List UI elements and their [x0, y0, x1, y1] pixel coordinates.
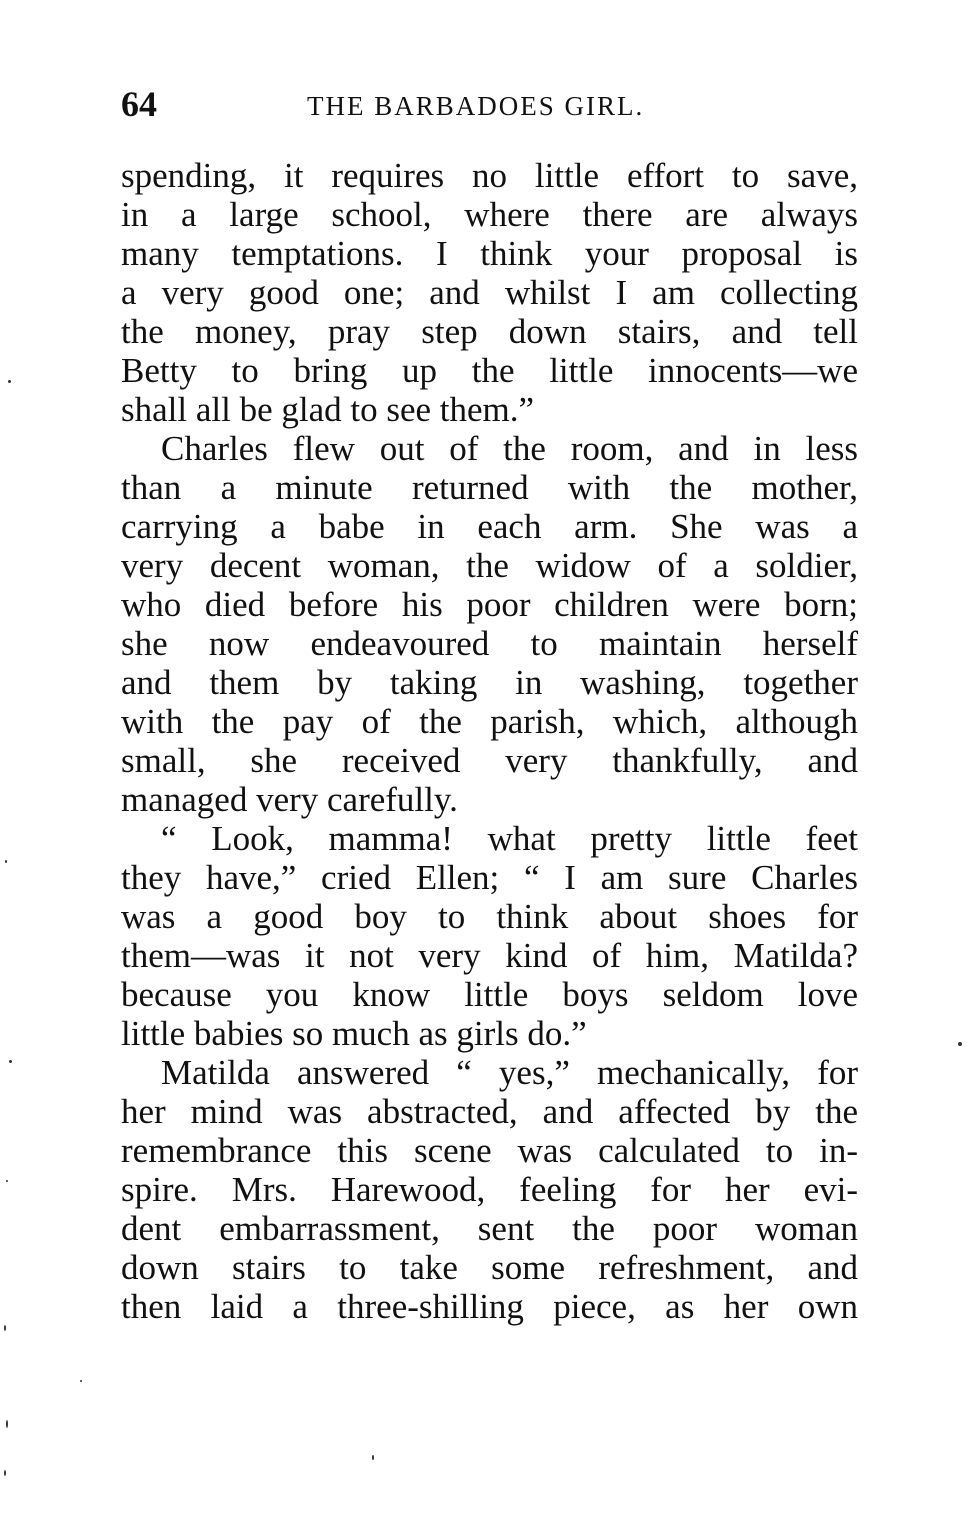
scan-speck: [958, 1042, 962, 1046]
running-title: THE BARBADOES GIRL.: [307, 91, 645, 121]
body-text: [121, 156, 858, 1326]
scan-speck: [9, 1060, 12, 1063]
scan-speck: [80, 1380, 82, 1382]
text-line: small, she received very thankfully, and: [121, 741, 858, 780]
running-head: [121, 82, 861, 132]
text-line: little babies so much as girls do.”: [121, 1014, 587, 1053]
text-line: her mind was abstracted, and affected by the: [121, 1092, 858, 1131]
text-line: down stairs to take some refreshment, and: [121, 1248, 858, 1287]
text-line: was a good boy to think about shoes for: [121, 897, 858, 936]
scan-speck: [6, 1180, 8, 1182]
text-line: Charles flew out of the room, and in less: [161, 429, 858, 468]
text-line: them—was it not very kind of him, Matilda?: [121, 936, 858, 975]
text-line: remembrance this scene was calculated to in-: [121, 1131, 858, 1170]
text-line: then laid a three-shilling piece, as her own: [121, 1287, 858, 1326]
text-line: a very good one; and whilst I am collecting: [121, 273, 858, 312]
scan-speck: [5, 860, 7, 863]
scan-speck: [372, 1455, 374, 1460]
text-line: she now endeavoured to maintain herself: [121, 624, 858, 663]
text-line: who died before his poor children were born;: [121, 585, 858, 624]
text-line: the money, pray step down stairs, and tell: [121, 312, 858, 351]
text-line: Matilda answered “ yes,” mechanically, for: [161, 1053, 858, 1092]
text-line: because you know little boys seldom love: [121, 975, 858, 1014]
text-line: they have,” cried Ellen; “ I am sure Charles: [121, 858, 858, 897]
text-line: and them by taking in washing, together: [121, 663, 858, 702]
text-line: spending, it requires no little effort to save,: [121, 156, 858, 195]
text-line: in a large school, where there are always: [121, 195, 858, 234]
text-line: spire. Mrs. Harewood, feeling for her evi-: [121, 1170, 858, 1209]
scan-speck: [6, 1420, 8, 1428]
text-line: many temptations. I think your proposal is: [121, 234, 858, 273]
scan-speck: [4, 1325, 6, 1331]
text-line: Betty to bring up the little innocents—we: [121, 351, 858, 390]
text-line: than a minute returned with the mother,: [121, 468, 858, 507]
text-line: shall all be glad to see them.”: [121, 390, 535, 429]
text-line: with the pay of the parish, which, although: [121, 702, 858, 741]
scan-speck: [4, 1470, 6, 1476]
page-number: 64: [121, 84, 157, 124]
text-line: carrying a babe in each arm. She was a: [121, 507, 858, 546]
text-line: dent embarrassment, sent the poor woman: [121, 1209, 858, 1248]
text-line: managed very carefully.: [121, 780, 458, 819]
text-line: very decent woman, the widow of a soldier,: [121, 546, 858, 585]
scan-speck: [8, 380, 11, 383]
text-line: “ Look, mamma! what pretty little feet: [161, 819, 858, 858]
